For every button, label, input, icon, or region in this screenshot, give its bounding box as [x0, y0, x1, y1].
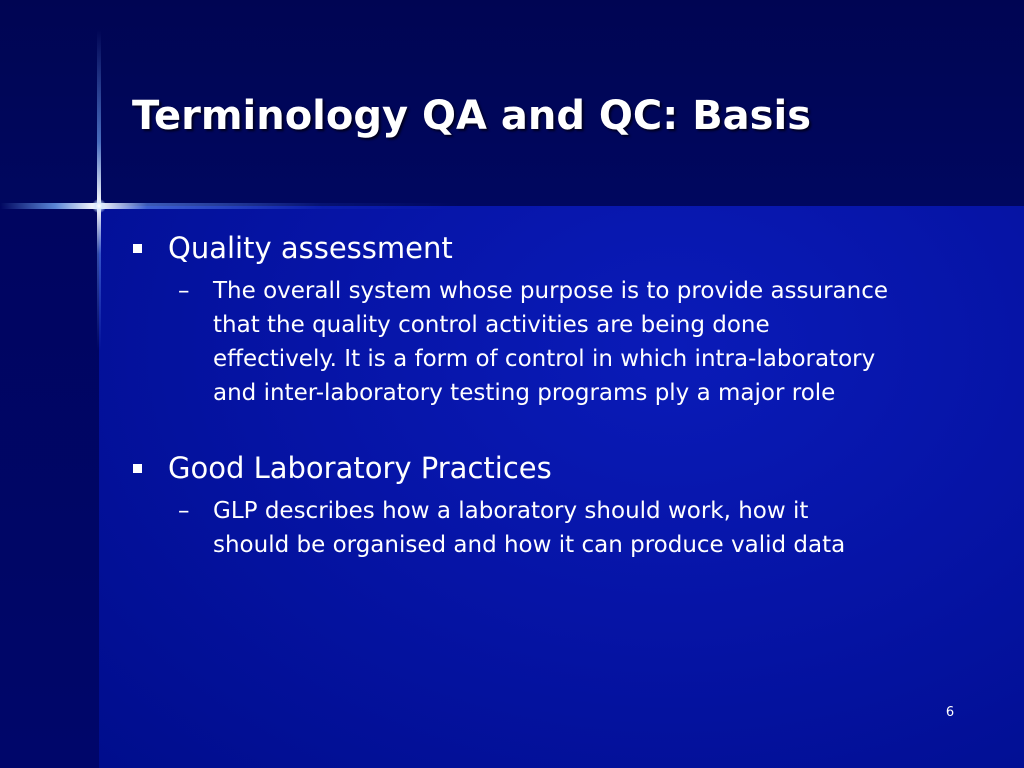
left-band [0, 206, 99, 768]
dash-marker: – [178, 278, 190, 304]
bullet-item-good-laboratory-practices [130, 448, 970, 488]
dash-marker: – [178, 498, 190, 524]
bullet-spacer [130, 410, 970, 448]
bullet-item-quality-assessment [130, 228, 970, 268]
sparkle-horizontal-ray [0, 203, 460, 209]
sparkle-star-icon [92, 199, 106, 213]
bullet-list [130, 228, 970, 562]
sub-bullet-line: and inter-laboratory testing programs ply a major role [213, 380, 836, 406]
sub-bullet-line: GLP describes how a laboratory should work, how it [213, 498, 809, 524]
square-bullet-icon [133, 464, 142, 473]
slide-title: Terminology QA and QC: Basis [132, 93, 812, 139]
bullet-label: Good Laboratory Practices [168, 451, 552, 485]
page-number: 6 [945, 705, 955, 720]
square-bullet-icon [133, 244, 142, 253]
sub-bullet-line: The overall system whose purpose is to provide assurance [213, 278, 889, 304]
sub-bullet-item [168, 274, 970, 410]
bullet-label: Quality assessment [168, 231, 453, 265]
sub-bullet-line: effectively. It is a form of control in which intra-laboratory [213, 346, 876, 372]
sparkle-vertical-ray [97, 30, 101, 350]
sub-bullet-item [168, 494, 970, 562]
sub-bullet-line: should be organised and how it can produce valid data [213, 532, 846, 558]
sub-bullet-text [213, 274, 973, 410]
sub-bullet-line: that the quality control activities are being done [213, 312, 770, 338]
sub-bullet-text [213, 494, 973, 562]
